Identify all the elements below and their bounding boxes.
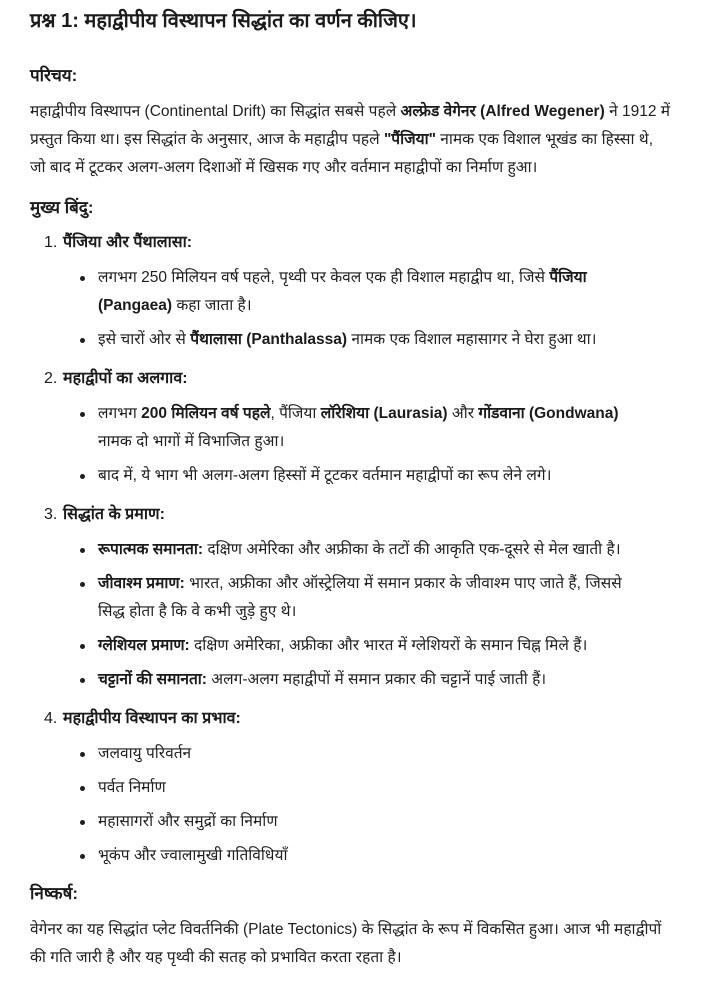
bullet-list: [30, 400, 672, 490]
point-title: महाद्वीपों का अलगाव:: [63, 370, 188, 387]
point-head: [30, 366, 672, 392]
bullet-list: [30, 536, 672, 694]
point-title: पैंजिया और पैंथालासा:: [63, 234, 193, 251]
question-title: प्रश्न 1: महाद्वीपीय विस्थापन सिद्धांत का वर्णन कीजिए।: [30, 10, 417, 32]
bullet-list: [30, 740, 672, 870]
bullet-item: बाद में, ये भाग भी अलग-अलग हिस्सों में टूटकर वर्तमान महाद्वीपों का रूप लेने लगे।: [79, 462, 623, 490]
bullet-item: लगभग 250 मिलियन वर्ष पहले, पृथ्वी पर केवल एक ही विशाल महाद्वीप था, जिसे पैंजिया (Pangaea) कहा जाता है।: [79, 264, 623, 320]
bullet-item: चट्टानों की समानता: अलग-अलग महाद्वीपों में समान प्रकार की चट्टानें पाई जाती हैं।: [79, 666, 623, 694]
point-continental-separation: [30, 366, 672, 490]
bullet-item: जीवाश्म प्रमाण: भारत, अफ्रीका और ऑस्ट्रेलिया में समान प्रकार के जीवाश्म पाए जाते हैं, जिससे सिद्ध होता है कि वे कभी जुड़े हुए थे।: [79, 570, 623, 626]
point-title: महाद्वीपीय विस्थापन का प्रभाव:: [63, 710, 241, 727]
bullet-item: भूकंप और ज्वालामुखी गतिविधियाँ: [79, 842, 623, 870]
bullet-item: लगभग 200 मिलियन वर्ष पहले, पैंजिया लॉरेशिया (Laurasia) और गोंडवाना (Gondwana) नामक दो भागों में विभाजित हुआ।: [79, 400, 623, 456]
bullet-item: रूपात्मक समानता: दक्षिण अमेरिका और अफ्रीका के तटों की आकृति एक-दूसरे से मेल खाती है।: [79, 536, 623, 564]
intro-heading: परिचय:: [30, 66, 78, 85]
bullet-list: [30, 264, 672, 354]
point-number: 1.: [44, 234, 58, 251]
point-head: [30, 230, 672, 256]
bullet-item: जलवायु परिवर्तन: [79, 740, 623, 768]
point-number: 2.: [44, 370, 58, 387]
point-head: [30, 706, 672, 732]
point-pangaea-panthalassa: [30, 230, 672, 354]
conclusion-paragraph: वेगेनर का यह सिद्धांत प्लेट विवर्तनिकी (Plate Tectonics) के सिद्धांत के रूप में विकसित हुआ। आज भी महाद्वीपों की गति जारी है और यह पृथ्वी की सतह को प्रभावित करता रहता है।: [30, 921, 662, 966]
bullet-item: पर्वत निर्माण: [79, 774, 623, 802]
point-number: 4.: [44, 710, 58, 727]
main-points-list: [30, 230, 672, 870]
bullet-item: इसे चारों ओर से पैंथालासा (Panthalassa) नामक एक विशाल महासागर ने घेरा हुआ था।: [79, 326, 623, 354]
intro-paragraph: महाद्वीपीय विस्थापन (Continental Drift) का सिद्धांत सबसे पहले अल्फ्रेड वेगेनर (Alfred Wegener) ने 1912 में प्रस्तुत किया था। इस सिद्धांत के अनुसार, आज के महाद्वीप पहले "पैंजिया" नामक एक विशाल भूखंड का हिस्सा थे, जो बाद में टूटकर अलग-अलग दिशाओं में खिसक गए और वर्तमान महाद्वीपों का निर्माण हुआ।: [30, 103, 671, 176]
point-theory-evidence: [30, 502, 672, 694]
point-number: 3.: [44, 506, 58, 523]
point-drift-effects: [30, 706, 672, 870]
point-head: [30, 502, 672, 528]
bullet-item: ग्लेशियल प्रमाण: दक्षिण अमेरिका, अफ्रीका और भारत में ग्लेशियरों के समान चिह्न मिले हैं।: [79, 632, 623, 660]
point-title: सिद्धांत के प्रमाण:: [63, 506, 165, 523]
bullet-item: महासागरों और समुद्रों का निर्माण: [79, 808, 623, 836]
main-points-heading: मुख्य बिंदु:: [30, 198, 94, 217]
conclusion-heading: निष्कर्ष:: [30, 884, 79, 903]
